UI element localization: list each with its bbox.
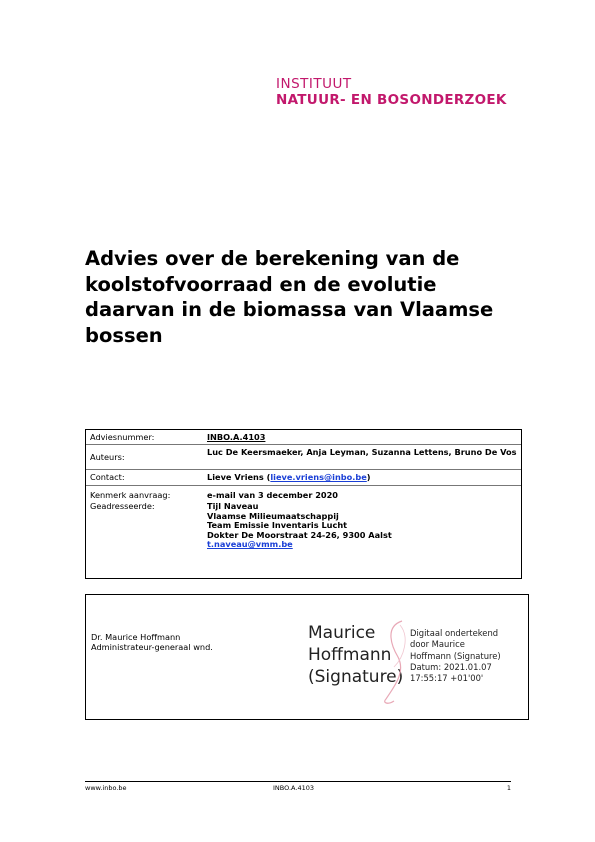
signature-meta-line: door Maurice [410, 639, 465, 650]
auteurs-value: Luc De Keersmaeker, Anja Leyman, Suzanna Lettens, Bruno De Vos [207, 447, 517, 457]
signature-line: (Signature) [308, 667, 404, 687]
signature-box [85, 594, 529, 720]
page-footer [85, 781, 511, 792]
contact-label: Contact: [90, 472, 125, 482]
adviesnummer-value: INBO.A.4103 [207, 432, 266, 442]
addressee-email-link[interactable]: t.naveau@vmm.be [207, 539, 293, 550]
signer-name: Dr. Maurice Hoffmann [91, 632, 181, 642]
contact-name: Lieve Vriens ( [207, 472, 271, 482]
auteurs-label: Auteurs: [90, 452, 125, 462]
signature-meta-line: Digitaal ondertekend [410, 628, 499, 638]
kenmerk-label: Kenmerk aanvraag: [90, 490, 171, 500]
addressee-line: Dokter De Moorstraat 24-26, 9300 Aalst [207, 529, 392, 540]
advice-info-table [85, 429, 522, 579]
geadresseerde-label: Geadresseerde: [90, 501, 155, 511]
signer-title: Administrateur-generaal wnd. [91, 642, 213, 652]
logo-line-1: INSTITUUT [276, 76, 352, 92]
contact-close: ) [366, 472, 371, 482]
signature-meta-line: Datum: 2021.01.07 [410, 661, 492, 672]
contact-email-link[interactable]: lieve.vriens@inbo.be [270, 472, 367, 482]
adviesnummer-label: Adviesnummer: [90, 432, 155, 442]
signature-meta-line: Hoffmann (Signature) [410, 650, 501, 661]
addressee-block [207, 502, 517, 550]
signature-meta-line: 17:55:17 +01'00' [410, 673, 484, 684]
document-title: Advies over de berekening van de koolstofvoorraad en de evolutie daarvan in de biomassa van Vlaamse bossen [85, 247, 494, 347]
row-divider [86, 444, 521, 445]
addressee-line: Vlaamse Milieumaatschappij [207, 510, 339, 521]
kenmerk-value: e-mail van 3 december 2020 [207, 490, 338, 500]
page-number: 1 [506, 784, 511, 792]
signature-line: Maurice [308, 623, 376, 643]
inbo-logo [276, 76, 507, 108]
addressee-line: Tijl Naveau [207, 501, 259, 511]
addressee-line: Team Emissie Inventaris Lucht [207, 520, 348, 531]
signature-line: Hoffmann [308, 645, 392, 665]
row-divider [86, 469, 521, 470]
signer-block [91, 632, 213, 652]
footer-website: www.inbo.be [85, 784, 127, 792]
contact-value [207, 473, 517, 483]
row-divider [86, 485, 521, 486]
logo-line-2: NATUUR- EN BOSONDERZOEK [276, 92, 507, 108]
footer-reference: INBO.A.4103 [273, 784, 314, 792]
signature-flourish-icon [364, 617, 414, 707]
signature-metadata [410, 628, 501, 684]
